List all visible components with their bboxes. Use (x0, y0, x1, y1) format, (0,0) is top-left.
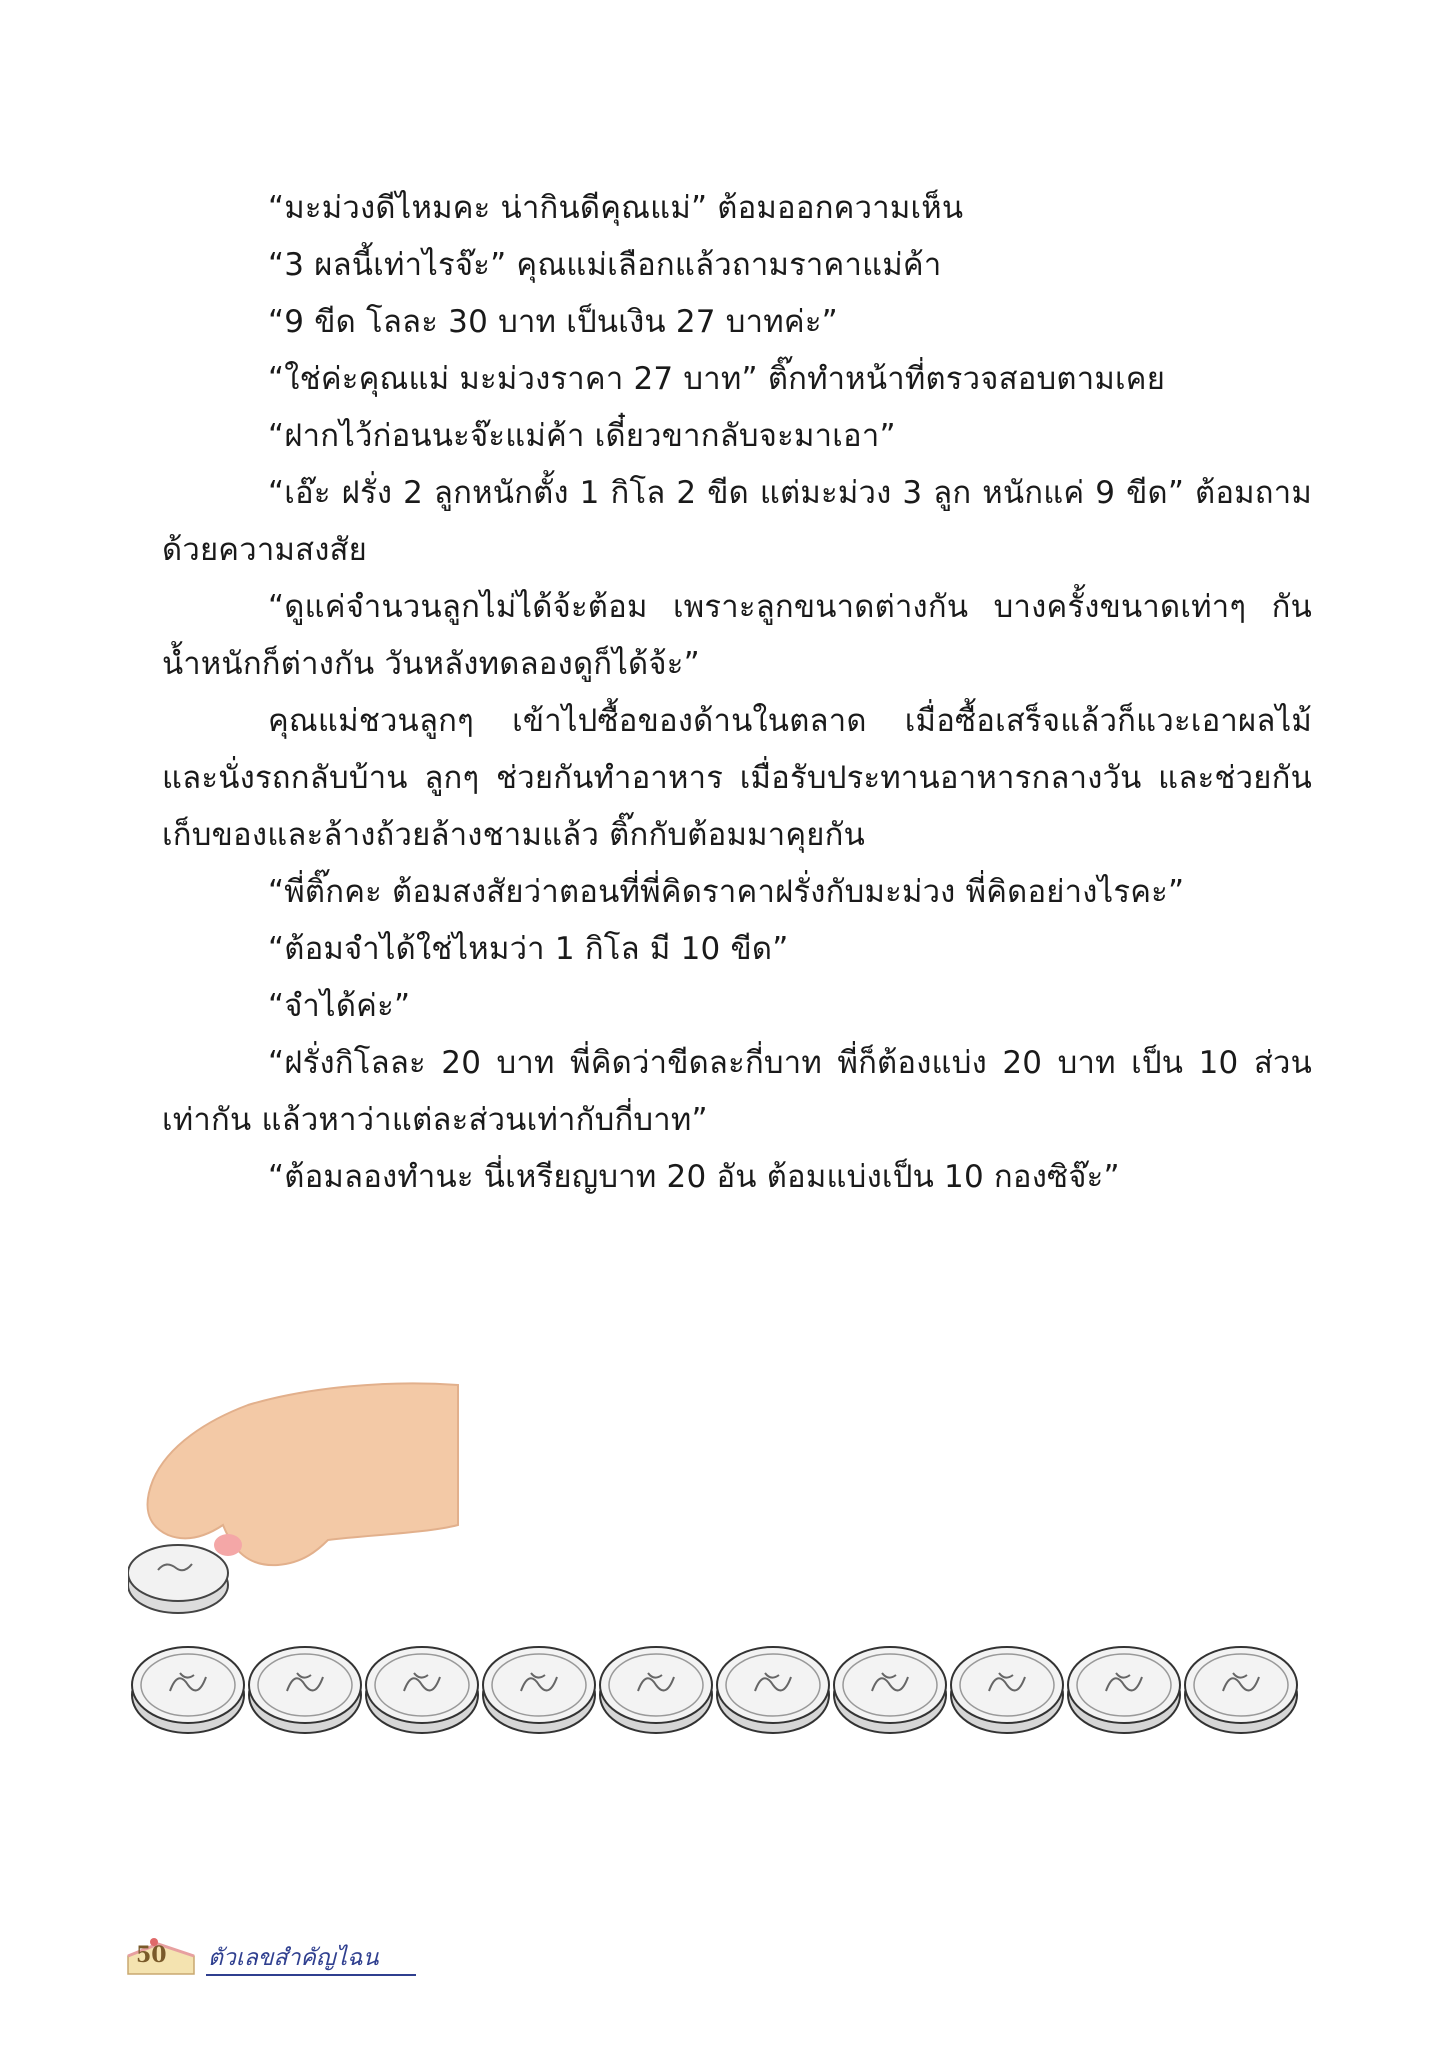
coin-icon (834, 1647, 946, 1733)
hand-illustration (148, 1383, 458, 1565)
paragraph: “9 ขีด โลละ 30 บาท เป็นเงิน 27 บาทค่ะ” (268, 304, 838, 340)
coin-icon (1185, 1647, 1297, 1733)
paragraph: “มะม่วงดีไหมคะ น่ากินดีคุณแม่” ต้อมออกความเห็น (268, 190, 964, 226)
paragraph: “พี่ติ๊กคะ ต้อมสงสัยว่าตอนที่พี่คิดราคาฝรั่งกับมะม่วง พี่คิดอย่างไรคะ” (268, 874, 1185, 910)
paragraph: “ฝากไว้ก่อนนะจ๊ะแม่ค้า เดี๋ยวขากลับจะมาเอา” (268, 418, 896, 454)
footer-divider (206, 1974, 416, 1976)
coin-icon (717, 1647, 829, 1733)
coin-icon (249, 1647, 361, 1733)
book-title: ตัวเลขสำคัญไฉน (208, 1945, 379, 1971)
coin-icon (132, 1647, 244, 1733)
story-text (162, 180, 1312, 1206)
coins-illustration-svg (128, 1375, 1338, 1745)
coin-icon (483, 1647, 595, 1733)
held-coin (128, 1545, 228, 1613)
coin-icon (951, 1647, 1063, 1733)
paragraph: “ดูแค่จำนวนลูกไม่ได้จ้ะต้อม เพราะลูกขนาดต่างกัน บางครั้งขนาดเท่าๆ กัน น้ำหนักก็ต่างกัน วันหลังทดลองดูก็ได้จ้ะ” (162, 589, 1312, 682)
page-footer (124, 1934, 424, 1980)
paragraph: “ต้อมลองทำนะ นี่เหรียญบาท 20 อัน ต้อมแบ่งเป็น 10 กองซิจ๊ะ” (268, 1159, 1120, 1195)
paragraph: “จำได้ค่ะ” (268, 988, 411, 1024)
coin-row (132, 1647, 1297, 1733)
paragraph: “ต้อมจำได้ใช่ไหมว่า 1 กิโล มี 10 ขีด” (268, 931, 789, 967)
coin-icon (366, 1647, 478, 1733)
coin-icon (600, 1647, 712, 1733)
paragraph: คุณแม่ชวนลูกๆ เข้าไปซื้อของด้านในตลาด เมื่อซื้อเสร็จแล้วก็แวะเอาผลไม้และนั่งรถกลับบ้าน ลูกๆ ช่วยกันทำอาหาร เมื่อรับประทานอาหารกลางวัน และช่วยกันเก็บของและล้างถ้วยล้างชามแล้ว ติ๊กกับต้อมมาคุยกัน (162, 703, 1312, 853)
paragraph: “ฝรั่งกิโลละ 20 บาท พี่คิดว่าขีดละกี่บาท พี่ก็ต้องแบ่ง 20 บาท เป็น 10 ส่วนเท่ากัน แล้วหาว่าแต่ละส่วนเท่ากับกี่บาท” (162, 1045, 1312, 1138)
fingernail-shape (214, 1534, 242, 1556)
coin-icon (1068, 1647, 1180, 1733)
paragraph: “ใช่ค่ะคุณแม่ มะม่วงราคา 27 บาท” ติ๊กทำหน้าที่ตรวจสอบตามเคย (268, 361, 1166, 397)
page-number: 50 (136, 1942, 167, 1968)
coins-illustration (128, 1375, 1338, 1745)
paragraph: “เอ๊ะ ฝรั่ง 2 ลูกหนักตั้ง 1 กิโล 2 ขีด แต่มะม่วง 3 ลูก หนักแค่ 9 ขีด” ต้อมถามด้วยความสงสัย (162, 475, 1312, 568)
hand-shape (148, 1383, 458, 1565)
paragraph: “3 ผลนี้เท่าไรจ๊ะ” คุณแม่เลือกแล้วถามราคาแม่ค้า (268, 247, 942, 283)
